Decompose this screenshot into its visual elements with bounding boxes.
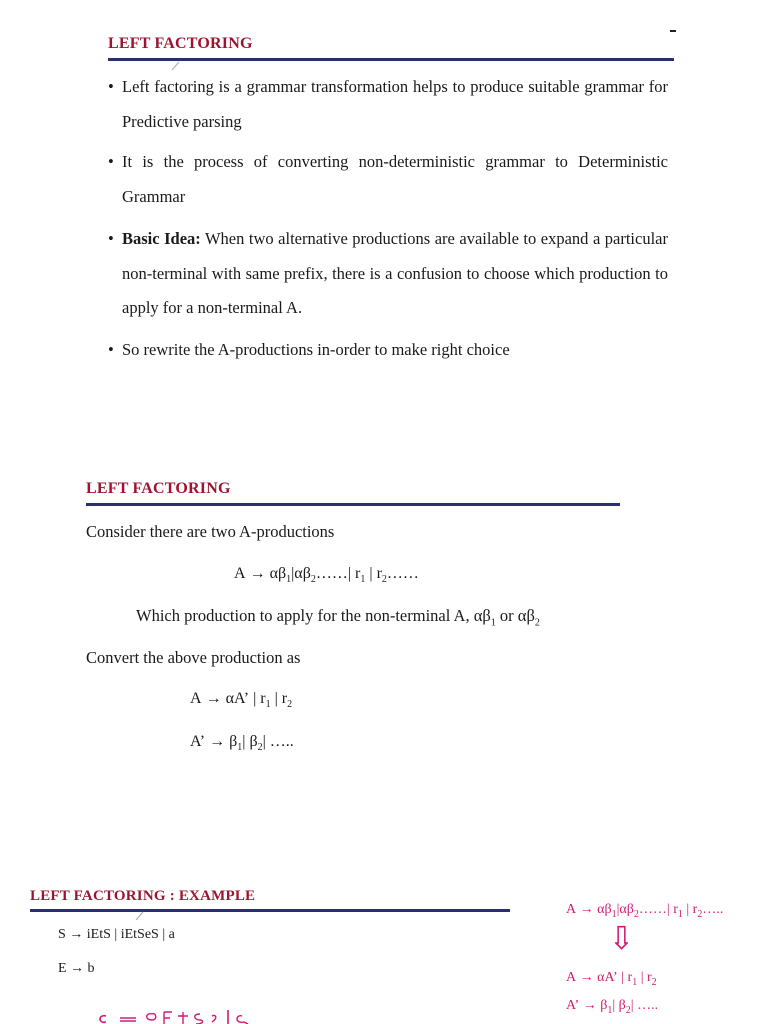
bullet-dot: • — [108, 229, 114, 248]
handwritten-annotation-icon — [92, 1008, 292, 1024]
production-factored-a: A → αA’ | $r_1$ | $r_2$ — [190, 690, 293, 711]
slide1-bullet-3 — [108, 222, 668, 326]
slide2-title-rule — [86, 503, 620, 506]
bullet-dot: • — [108, 77, 114, 96]
slide2-intro: Consider there are two A-productions — [86, 522, 335, 541]
bullet-text: It is the process of converting non-deterministic grammar to Deterministic Grammar — [122, 152, 668, 206]
slide1-title-rule — [108, 58, 674, 61]
bullet-bold-label: Basic Idea: — [122, 229, 201, 248]
down-arrow-icon: ⇩ — [608, 920, 635, 956]
production-factored-a-prime: A’ → $\beta_1|$ $\beta_2|$ ….. — [190, 733, 294, 754]
pen-mark-icon — [134, 910, 146, 922]
slide1-bullet-2 — [108, 145, 668, 214]
slide2-convert: Convert the above production as — [86, 648, 301, 667]
note-production-factored-a-prime: A’ → $\beta_1|$ $\beta_2|$ ….. — [566, 998, 659, 1016]
note-production-factored-a: A → αA’ | $r_1$ | $r_2$ — [566, 970, 657, 988]
slide3-title-rule — [30, 909, 510, 912]
production-original: $A \to \alpha\beta_1|\alpha\beta_2\dots\dots|$ $r_1$ | $r_2\dots\dots$ — [234, 565, 419, 586]
slide1-bullet-1 — [108, 70, 668, 139]
bullet-text: When two alternative productions are available to expand a particular non-terminal with same prefix, there is a confusion to choose which production to apply for a non-terminal A. — [122, 229, 668, 317]
bullet-text: So rewrite the A-productions in-order to make right choice — [122, 340, 510, 359]
bullet-dot: • — [108, 152, 114, 171]
bullet-dot: • — [108, 340, 114, 359]
note-production-original: $A \to \alpha\beta_1|\alpha\beta_2\dots\dots|$ $r_1$ | $r_2\dots$.. — [566, 902, 724, 920]
slide2-title: LEFT FACTORING — [86, 480, 231, 497]
slide2-question: Which production to apply for the non-terminal A, $\alpha\beta_1$ or $\alpha\beta_2$ — [136, 606, 540, 629]
bullet-text: Left factoring is a grammar transformation helps to produce suitable grammar for Predictive parsing — [122, 77, 668, 131]
slide1-bullet-4 — [108, 333, 668, 368]
slide3-title: LEFT FACTORING : EXAMPLE — [30, 888, 256, 904]
decorative-dash — [670, 30, 676, 32]
example-grammar-e: E → b — [58, 961, 95, 976]
example-grammar-s: S → iEtS | iEtSeS | a — [58, 927, 175, 942]
slide1-title: LEFT FACTORING — [108, 35, 253, 52]
